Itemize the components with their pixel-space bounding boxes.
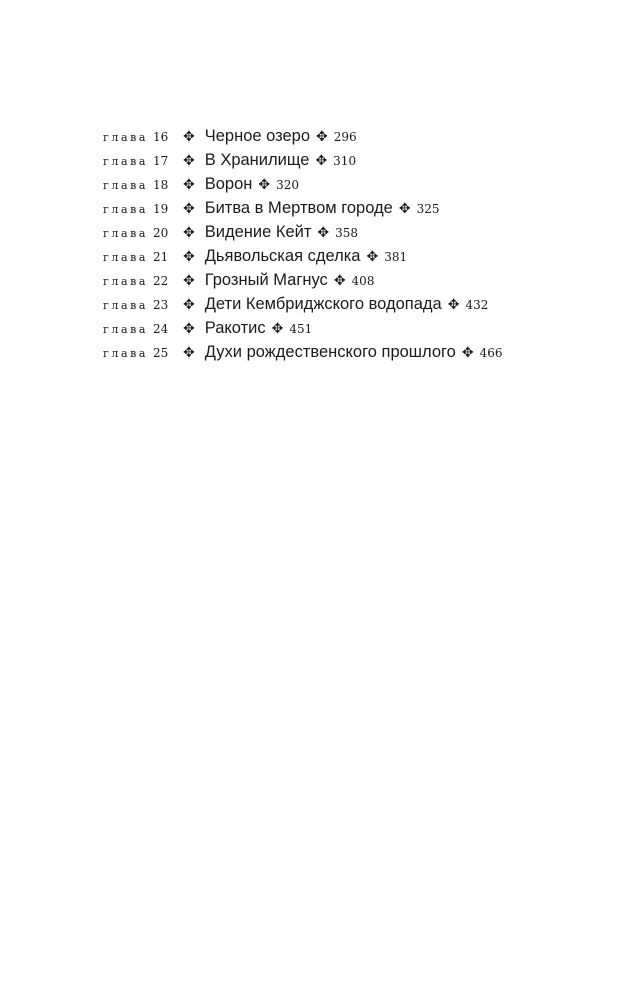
chapter-label: глава: [103, 131, 149, 144]
page-number: 325: [416, 202, 440, 216]
chapter-label: глава: [103, 275, 149, 288]
chapter-title: Ракотис: [204, 319, 266, 337]
toc-entry[interactable]: [103, 340, 603, 364]
ornament-icon: ✥: [183, 321, 195, 337]
chapter-number: 20: [153, 226, 169, 240]
chapter-number: 19: [153, 202, 169, 216]
chapter-label: глава: [103, 179, 149, 192]
chapter-label: глава: [103, 227, 149, 240]
toc-entry[interactable]: [103, 172, 603, 196]
chapter-label: глава: [103, 299, 149, 312]
table-of-contents: [103, 124, 603, 364]
page-number: 320: [276, 178, 300, 192]
toc-entry[interactable]: [103, 220, 603, 244]
page-number: 381: [384, 250, 408, 264]
ornament-icon: ✥: [183, 129, 195, 145]
ornament-icon: ✥: [333, 273, 346, 289]
ornament-icon: ✥: [183, 297, 195, 313]
ornament-icon: ✥: [183, 177, 195, 193]
ornament-icon: ✥: [183, 249, 195, 265]
toc-entry[interactable]: [103, 124, 603, 148]
ornament-icon: ✥: [271, 321, 284, 337]
ornament-icon: ✥: [258, 177, 271, 193]
chapter-number: 21: [153, 250, 169, 264]
toc-entry[interactable]: [103, 268, 603, 292]
chapter-number: 18: [153, 178, 169, 192]
chapter-label: глава: [103, 203, 149, 216]
ornament-icon: ✥: [461, 345, 474, 361]
toc-entry[interactable]: [103, 292, 603, 316]
chapter-title: Грозный Магнус: [204, 271, 328, 289]
page-number: 466: [479, 346, 503, 360]
chapter-number: 17: [153, 154, 169, 168]
ornament-icon: ✥: [398, 201, 411, 217]
chapter-title: Битва в Мертвом городе: [204, 199, 393, 217]
ornament-icon: ✥: [183, 345, 195, 361]
toc-entry[interactable]: [103, 316, 603, 340]
toc-entry[interactable]: [103, 244, 603, 268]
chapter-number: 24: [153, 322, 169, 336]
ornament-icon: ✥: [315, 153, 328, 169]
ornament-icon: ✥: [317, 225, 330, 241]
ornament-icon: ✥: [183, 273, 195, 289]
chapter-label: глава: [103, 251, 149, 264]
page-number: 358: [335, 226, 359, 240]
page-number: 451: [289, 322, 313, 336]
chapter-number: 16: [153, 130, 169, 144]
chapter-title: В Хранилище: [204, 151, 310, 169]
chapter-title: Видение Кейт: [204, 223, 312, 241]
ornament-icon: ✥: [183, 153, 195, 169]
page-number: 310: [333, 154, 357, 168]
chapter-number: 22: [153, 274, 169, 288]
ornament-icon: ✥: [183, 225, 195, 241]
chapter-title: Черное озеро: [204, 127, 311, 145]
page-number: 408: [351, 274, 375, 288]
chapter-title: Духи рождественского прошлого: [204, 343, 456, 361]
toc-entry[interactable]: [103, 196, 603, 220]
ornament-icon: ✥: [316, 129, 328, 145]
chapter-label: глава: [103, 155, 149, 168]
page-number: 296: [333, 130, 357, 144]
ornament-icon: ✥: [447, 297, 460, 313]
chapter-title: Дьявольская сделка: [204, 247, 361, 265]
chapter-number: 25: [153, 346, 169, 360]
chapter-title: Дети Кембриджского водопада: [204, 295, 442, 313]
chapter-label: глава: [103, 323, 149, 336]
chapter-title: Ворон: [204, 175, 253, 193]
chapter-number: 23: [153, 298, 169, 312]
toc-entry[interactable]: [103, 148, 603, 172]
chapter-label: глава: [103, 347, 149, 360]
ornament-icon: ✥: [183, 201, 195, 217]
page-number: 432: [465, 298, 489, 312]
ornament-icon: ✥: [366, 249, 379, 265]
